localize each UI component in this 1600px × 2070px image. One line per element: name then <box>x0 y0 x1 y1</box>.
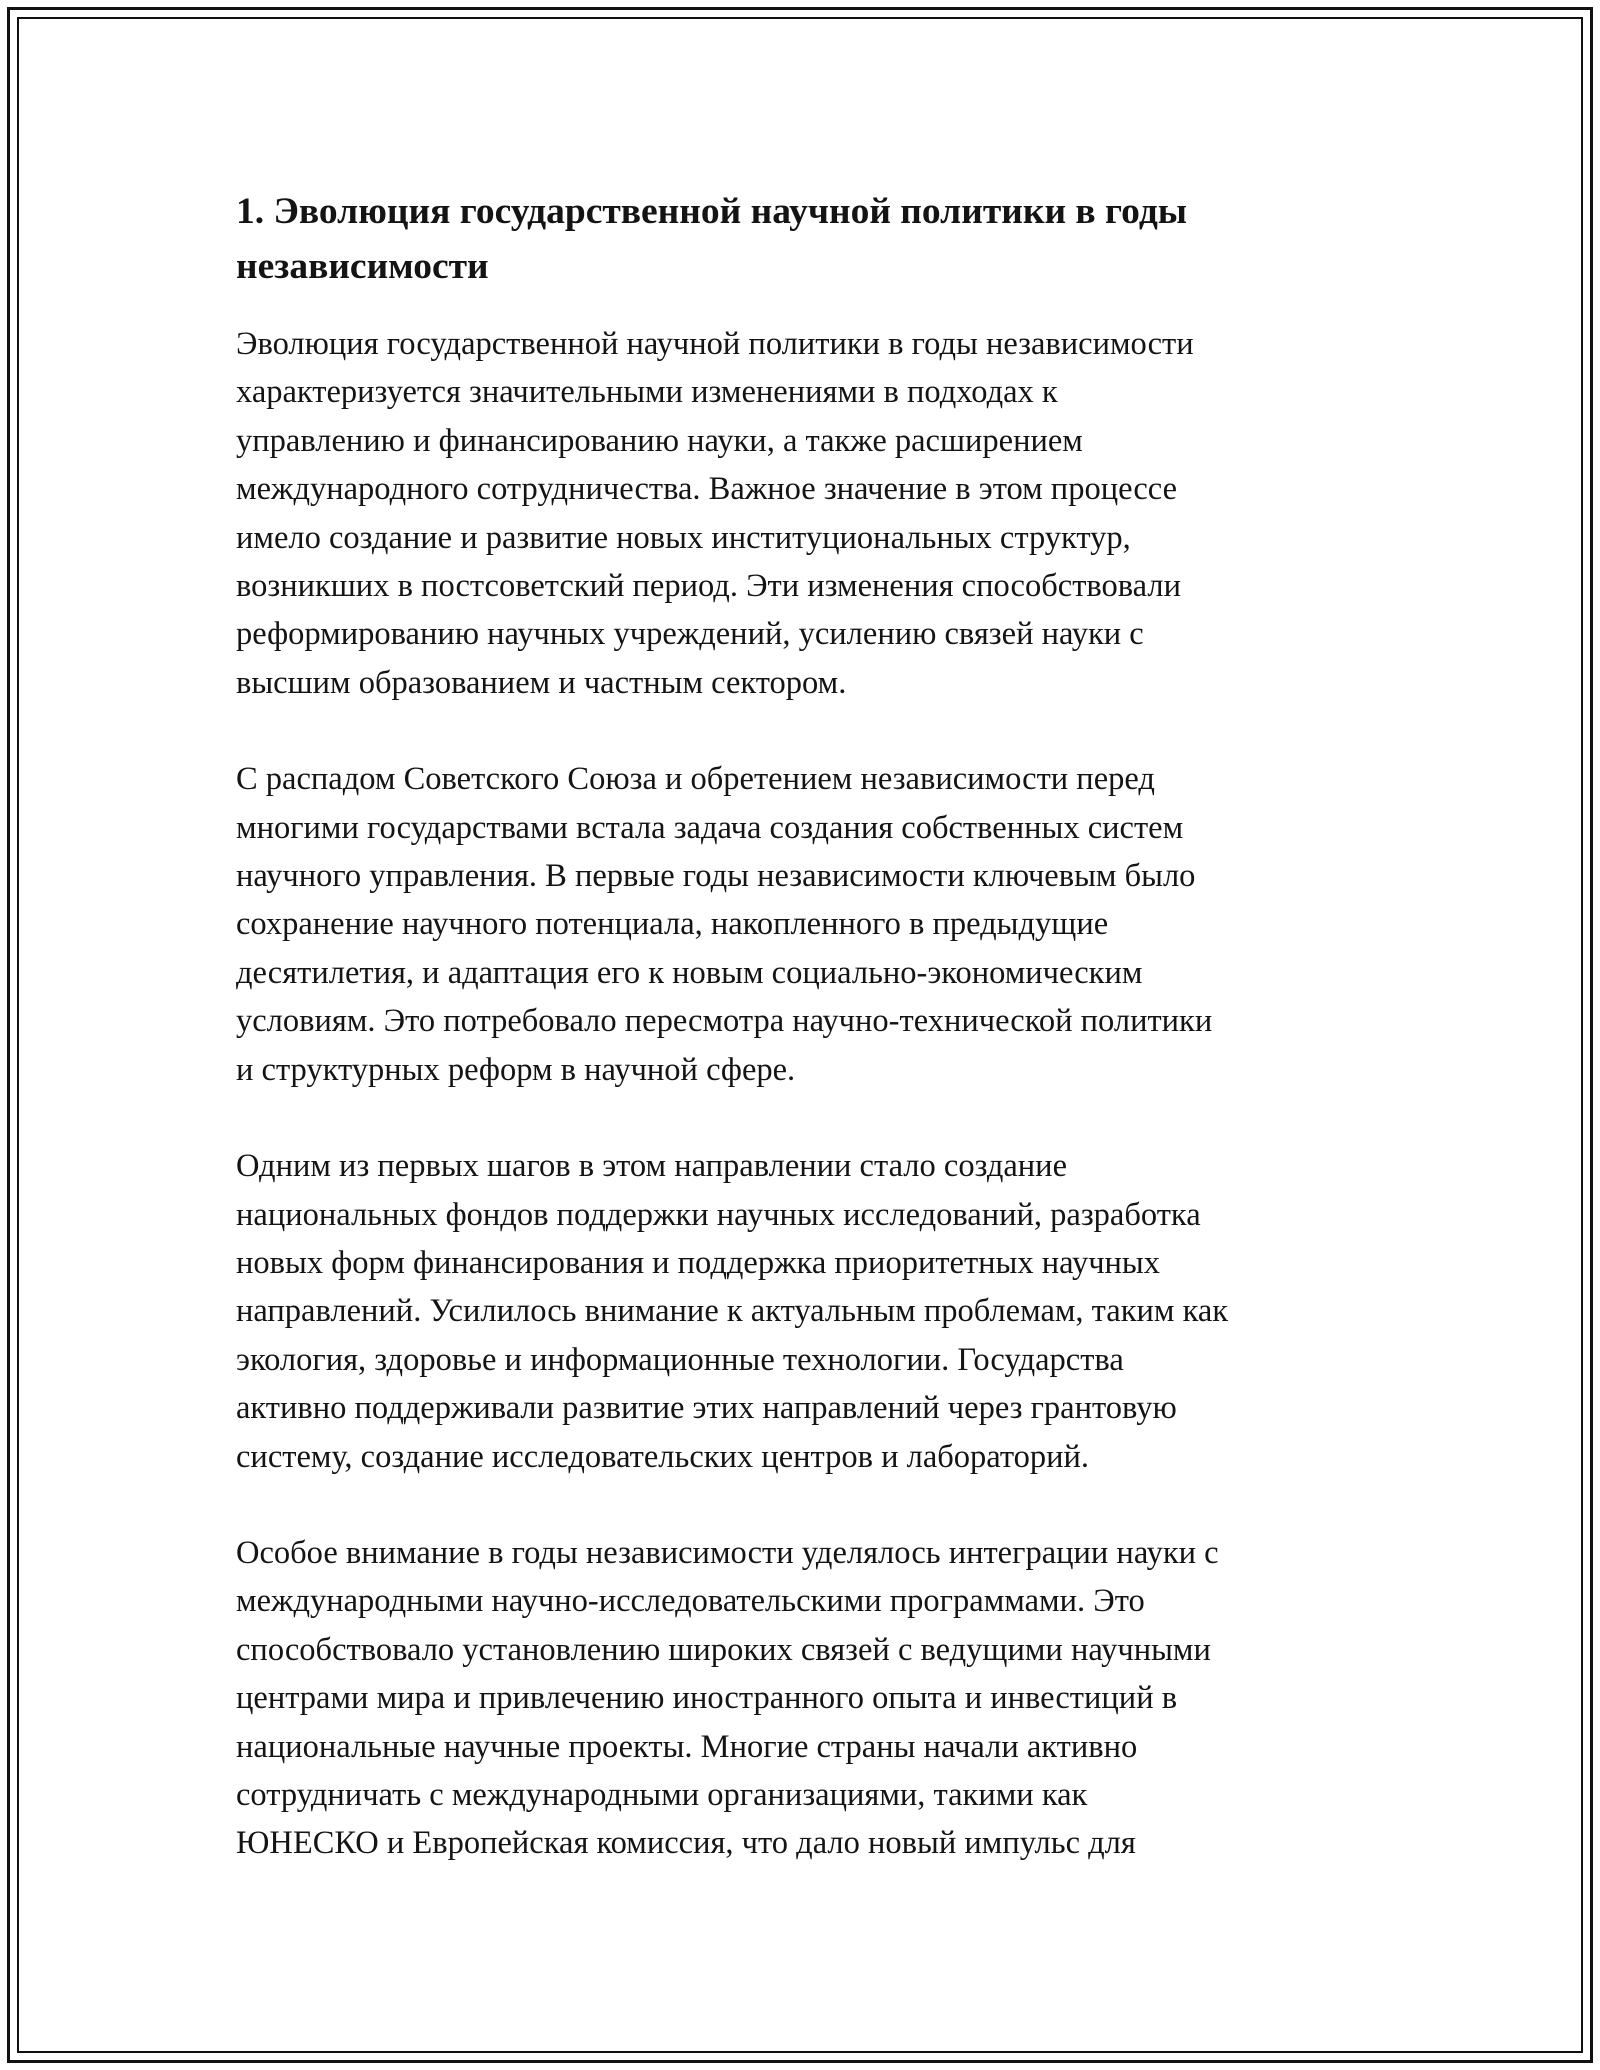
text-line: имело создание и развитие новых институциональных структур, <box>236 519 1131 556</box>
text-line: С распадом Советского Союза и обретением независимости перед <box>236 761 1155 798</box>
text-line: высшим образованием и частным сектором. <box>236 664 847 701</box>
text-line: международными научно-исследовательскими программами. Это <box>236 1583 1145 1620</box>
text-line: национальных фондов поддержки научных исследований, разработка <box>236 1196 1201 1233</box>
paragraph-1 <box>236 320 1366 707</box>
text-line: новых форм финансирования и поддержка приоритетных научных <box>236 1244 1161 1281</box>
text-line: многими государствами встала задача создания собственных систем <box>236 809 1184 846</box>
paragraph-2 <box>236 755 1366 1094</box>
text-line: научного управления. В первые годы независимости ключевым было <box>236 858 1196 895</box>
text-line: центрами мира и привлечению иностранного опыта и инвестиций в <box>236 1680 1178 1717</box>
text-line: международного сотрудничества. Важное значение в этом процессе <box>236 471 1177 508</box>
paragraph-3 <box>236 1142 1366 1481</box>
text-line: экология, здоровье и информационные технологии. Государства <box>236 1341 1124 1378</box>
text-line: условиям. Это потребовало пересмотра научно-технической политики <box>236 1003 1213 1040</box>
text-line: ЮНЕСКО и Европейская комиссия, что дало новый импульс для <box>236 1825 1136 1862</box>
section-heading <box>236 184 1366 294</box>
text-line: возникших в постсоветский период. Эти изменения способствовали <box>236 568 1182 605</box>
text-line: Особое внимание в годы независимости уделялось интеграции науки с <box>236 1534 1219 1571</box>
text-line: Эволюция государственной научной политики в годы независимости <box>236 326 1194 362</box>
text-line: направлений. Усилилось внимание к актуальным проблемам, таким как <box>236 1293 1229 1330</box>
text-line: систему, создание исследовательских центров и лабораторий. <box>236 1438 1090 1475</box>
text-line: управлению и финансированию науки, а также расширением <box>236 422 1083 459</box>
text-line: реформированию научных учреждений, усилению связей науки с <box>236 616 1144 653</box>
text-line: активно поддерживали развитие этих направлений через грантовую <box>236 1390 1177 1427</box>
text-line: сохранение научного потенциала, накопленного в предыдущие <box>236 906 1109 943</box>
text-line: Одним из первых шагов в этом направлении стало создание <box>236 1148 1067 1185</box>
heading-line: независимости <box>236 246 489 287</box>
text-line: национальные научные проекты. Многие страны начали активно <box>236 1728 1138 1765</box>
document-body <box>236 184 1366 1916</box>
paragraph-4 <box>236 1529 1366 1868</box>
text-line: сотрудничать с международными организациями, такими как <box>236 1776 1088 1813</box>
text-line: характеризуется значительными изменениями в подходах к <box>236 374 1058 411</box>
text-line: десятилетия, и адаптация его к новым социально-экономическим <box>236 954 1143 991</box>
text-line: способствовало установлению широких связей с ведущими научными <box>236 1631 1211 1668</box>
text-line: и структурных реформ в научной сфере. <box>236 1051 796 1088</box>
heading-line: 1. Эволюция государственной научной политики в годы <box>236 191 1188 232</box>
